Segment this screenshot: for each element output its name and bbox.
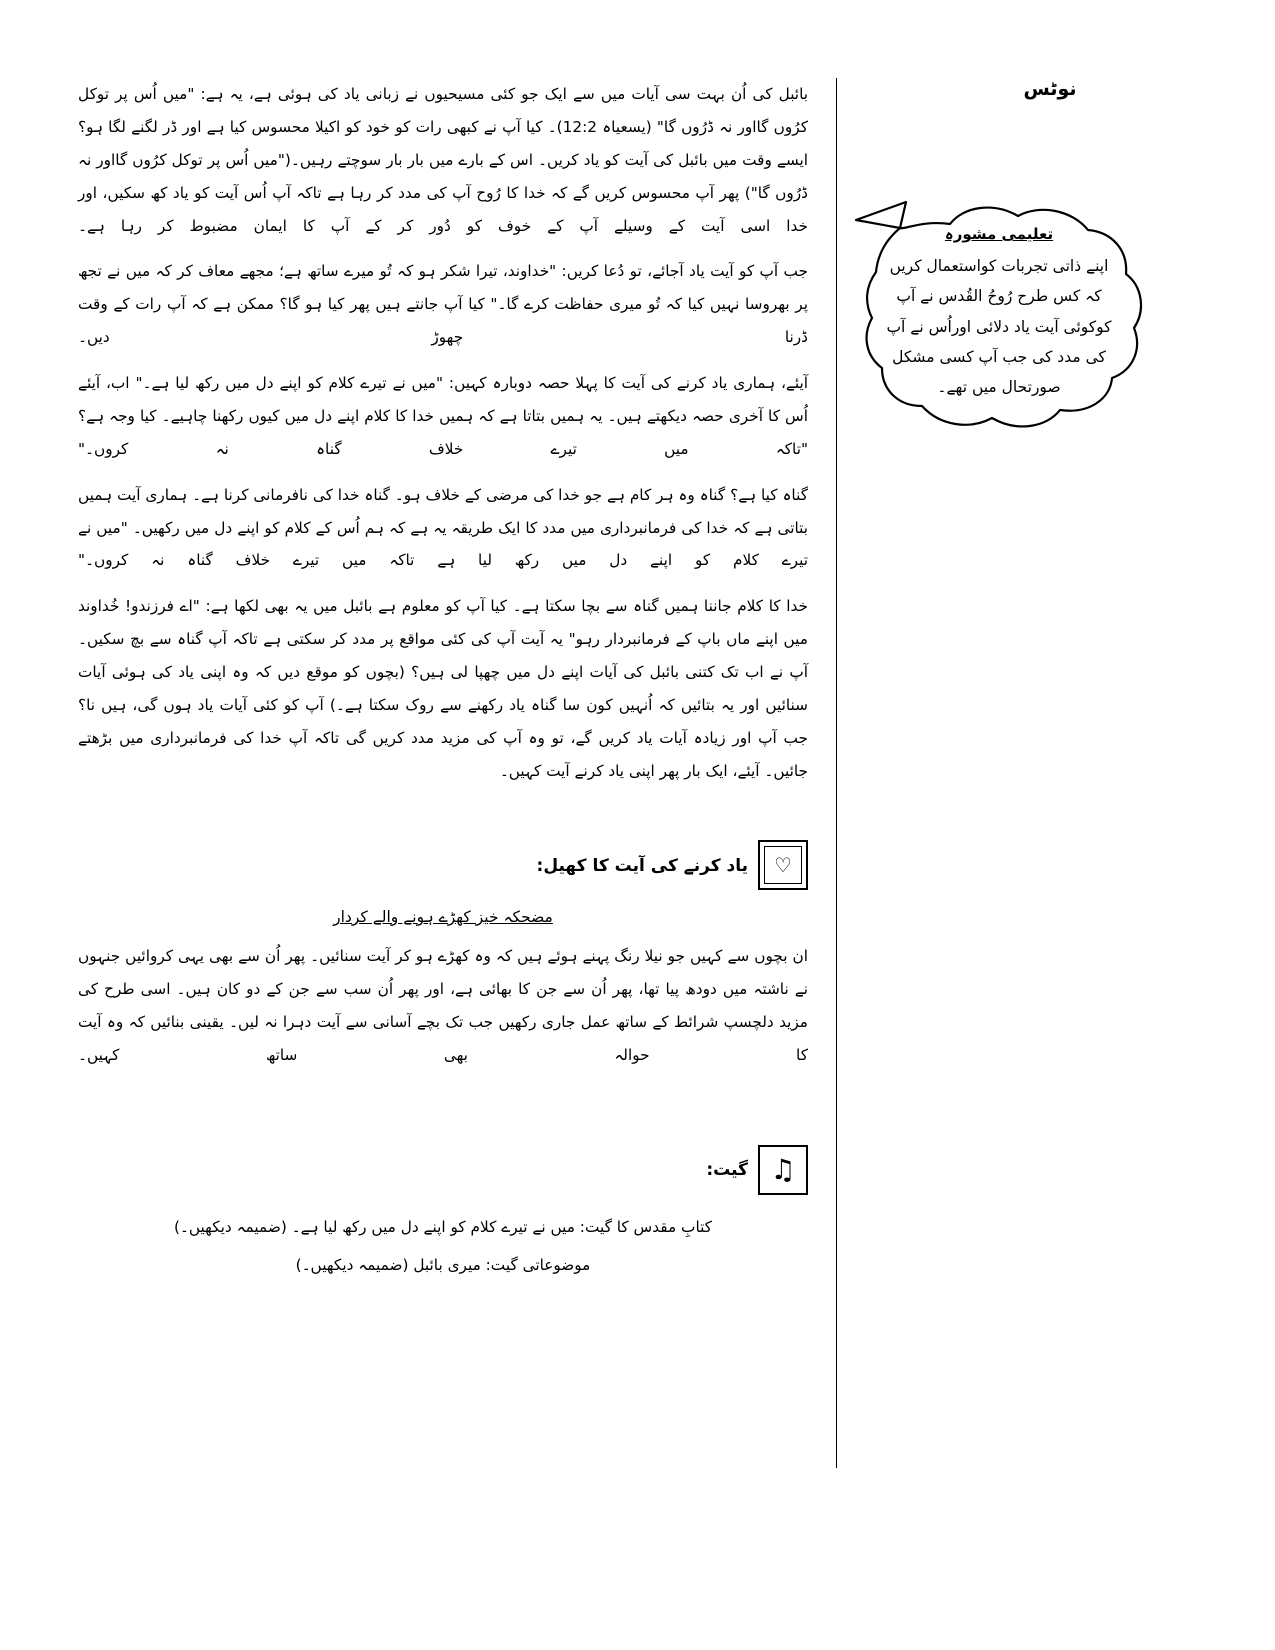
memory-game-body: ان بچوں سے کہیں جو نیلا رنگ پہنے ہوئے ہیں کہ وہ کھڑے ہو کر آیت سنائیں۔ پھر اُن سے بھی یہی کروائیں جنہوں نے ناشتہ میں دودھ پیا تھا، پھر اُن سے جن کا بھائی ہے، اور پھر اُن سب سے جن کے دو کان ہیں۔ اسی طرح کی مزید دلچسپ شرائط کے ساتھ عمل جاری رکھیں جب تک بچے آسانی سے آیت دہرا نہ لیں۔ یقینی بنائیں کہ وہ آیت کا حوالہ بھی ساتھ کہیں۔ bbox=[78, 947, 808, 1064]
memory-game-heading-row bbox=[78, 840, 808, 890]
notes-column bbox=[850, 78, 1250, 108]
body-paragraph: آیئے، ہماری یاد کرنے کی آیت کا پہلا حصہ دوبارہ کہیں: "میں نے تیرے کلام کو اپنے دل میں رکھ لیا ہے۔" اب، آیئے اُس کا آخری حصہ دیکھتے ہیں۔ یہ ہمیں بتاتا ہے کہ ہمیں خدا کا کلام اپنے دل میں کیوں رکھنا چاہیے۔ کیا وجہ ہے؟ "تاکہ میں تیرے خلاف گناہ نہ کروں۔" bbox=[78, 374, 808, 458]
memory-game-title: یاد کرنے کی آیت کا کھیل: bbox=[536, 855, 748, 876]
memory-game-subtitle: مضحکہ خیز کھڑے ہونے والے کردار bbox=[333, 908, 553, 926]
memory-verse-game-section bbox=[78, 840, 808, 1072]
song-title: گیت: bbox=[706, 1160, 748, 1180]
music-note-glyph: ♫ bbox=[770, 1153, 796, 1186]
callout-body: اپنے ذاتی تجربات کواستعمال کریں کہ کس طرح رُوحُ القُدس نے آپ کوکوئی آیت یاد دلائی اوراُس نے آپ کی مدد کی جب آپ کسی مشکل صورتحال میں تھے۔ bbox=[886, 257, 1112, 397]
body-paragraph: خدا کا کلام جاننا ہمیں گناہ سے بچا سکتا ہے۔ کیا آپ کو معلوم ہے بائبل میں یہ بھی لکھا ہے: "اے فرزندو! خُداوند میں اپنے ماں باپ کے فرمانبردار رہو" یہ آیت آپ کی کئی مواقع پر مدد کر سکتی ہے تاکہ آپ گناہ سے بچ سکیں۔ آپ نے اب تک کتنی بائبل کی آیات اپنے دل میں چھپا لی ہیں؟ (بچوں کو موقع دیں کہ وہ اپنی یاد کی ہوئی آیات سنائیں اور یہ بتائیں کہ اُنہیں کون سا گناہ یاد رکھنے سے روک سکتا ہے۔) آپ کو کئی آیات یاد ہوں گی، ہیں نا؟ جب آپ اور زیادہ آیات یاد کریں گے، تو وہ آپ کی مزید مدد کریں گی تاکہ آپ خدا کی فرمانبرداری میں بڑھتے جائیں۔ آیئے، ایک بار پھر اپنی یاد کرنے آیت کہیں۔ bbox=[78, 597, 808, 780]
body-paragraph: بائبل کی اُن بہت سی آیات میں سے ایک جو کئی مسیحیوں نے زبانی یاد کی ہوئی ہے، یہ ہے: "میں اُس پر توکل کرُوں گااور نہ ڈرُوں گا" (یسعیاہ 12:2)۔ کیا آپ نے کبھی رات کو خود کو اکیلا محسوس کیا ہے اور ڈر لگنے لگا ہو؟ ایسے وقت میں بائبل کی آیت کو یاد کریں۔ اس کے بارے میں بار بار سوچتے رہیں۔("میں اُس پر توکل کرُوں گااور نہ ڈرُوں گا") پھر آپ محسوس کریں گے کہ خدا کا رُوح آپ کی مدد کر رہا ہے تاکہ آپ اُس آیت کو یاد کھ سکیں، اور خدا اسی آیت کے وسیلے آپ کے خوف کو دُور کر کے آپ کا ایمان مضبوط کر رہا ہے۔ bbox=[78, 85, 808, 235]
song-line: کتابِ مقدس کا گیت: میں نے تیرے کلام کو اپنے دل میں رکھ لیا ہے۔ (ضمیمہ دیکھیں۔) bbox=[173, 1218, 713, 1236]
heart-icon bbox=[758, 840, 808, 890]
teaching-tip-callout bbox=[848, 190, 1148, 450]
heart-glyph: ♡ bbox=[764, 846, 802, 884]
music-note-icon bbox=[758, 1145, 808, 1195]
main-text-column bbox=[78, 78, 808, 801]
song-heading-row bbox=[78, 1145, 808, 1195]
song-section bbox=[78, 1145, 808, 1286]
body-paragraph: گناہ کیا ہے؟ گناہ وہ ہر کام ہے جو خدا کی مرضی کے خلاف ہو۔ گناہ خدا کی نافرمانی کرنا ہے۔ ہماری آیت ہمیں بتاتی ہے کہ خدا کی فرمانبرداری میں مدد کا ایک طریقہ یہ ہے کہ ہم اُس کے کلام کو اپنے دل میں رکھیں۔ "میں نے تیرے کلام کو اپنے دل میں رکھ لیا ہے تاکہ میں تیرے خلاف گناہ نہ کروں۔" bbox=[78, 485, 808, 570]
callout-text-block bbox=[880, 220, 1118, 402]
song-lines bbox=[78, 1211, 808, 1282]
column-divider bbox=[836, 78, 837, 1468]
callout-title: تعلیمی مشورہ bbox=[944, 225, 1054, 243]
notes-heading: نوٹس bbox=[1023, 78, 1077, 100]
body-paragraph: جب آپ کو آیت یاد آجائے، تو دُعا کریں: "خداوند، تیرا شکر ہو کہ تُو میرے ساتھ ہے؛ مجھے معاف کر کہ میں نے تجھ پر بھروسا نہیں کیا کہ تُو میری حفاظت کرے گا۔" کیا آپ جانتے ہیں پھر کیا ہو گا؟ ممکن ہے کہ آپ رات کے وقت ڈرنا چھوڑ دیں۔ bbox=[78, 262, 808, 347]
song-line: موضوعاتی گیت: میری بائبل (ضمیمہ دیکھیں۔) bbox=[295, 1255, 591, 1274]
